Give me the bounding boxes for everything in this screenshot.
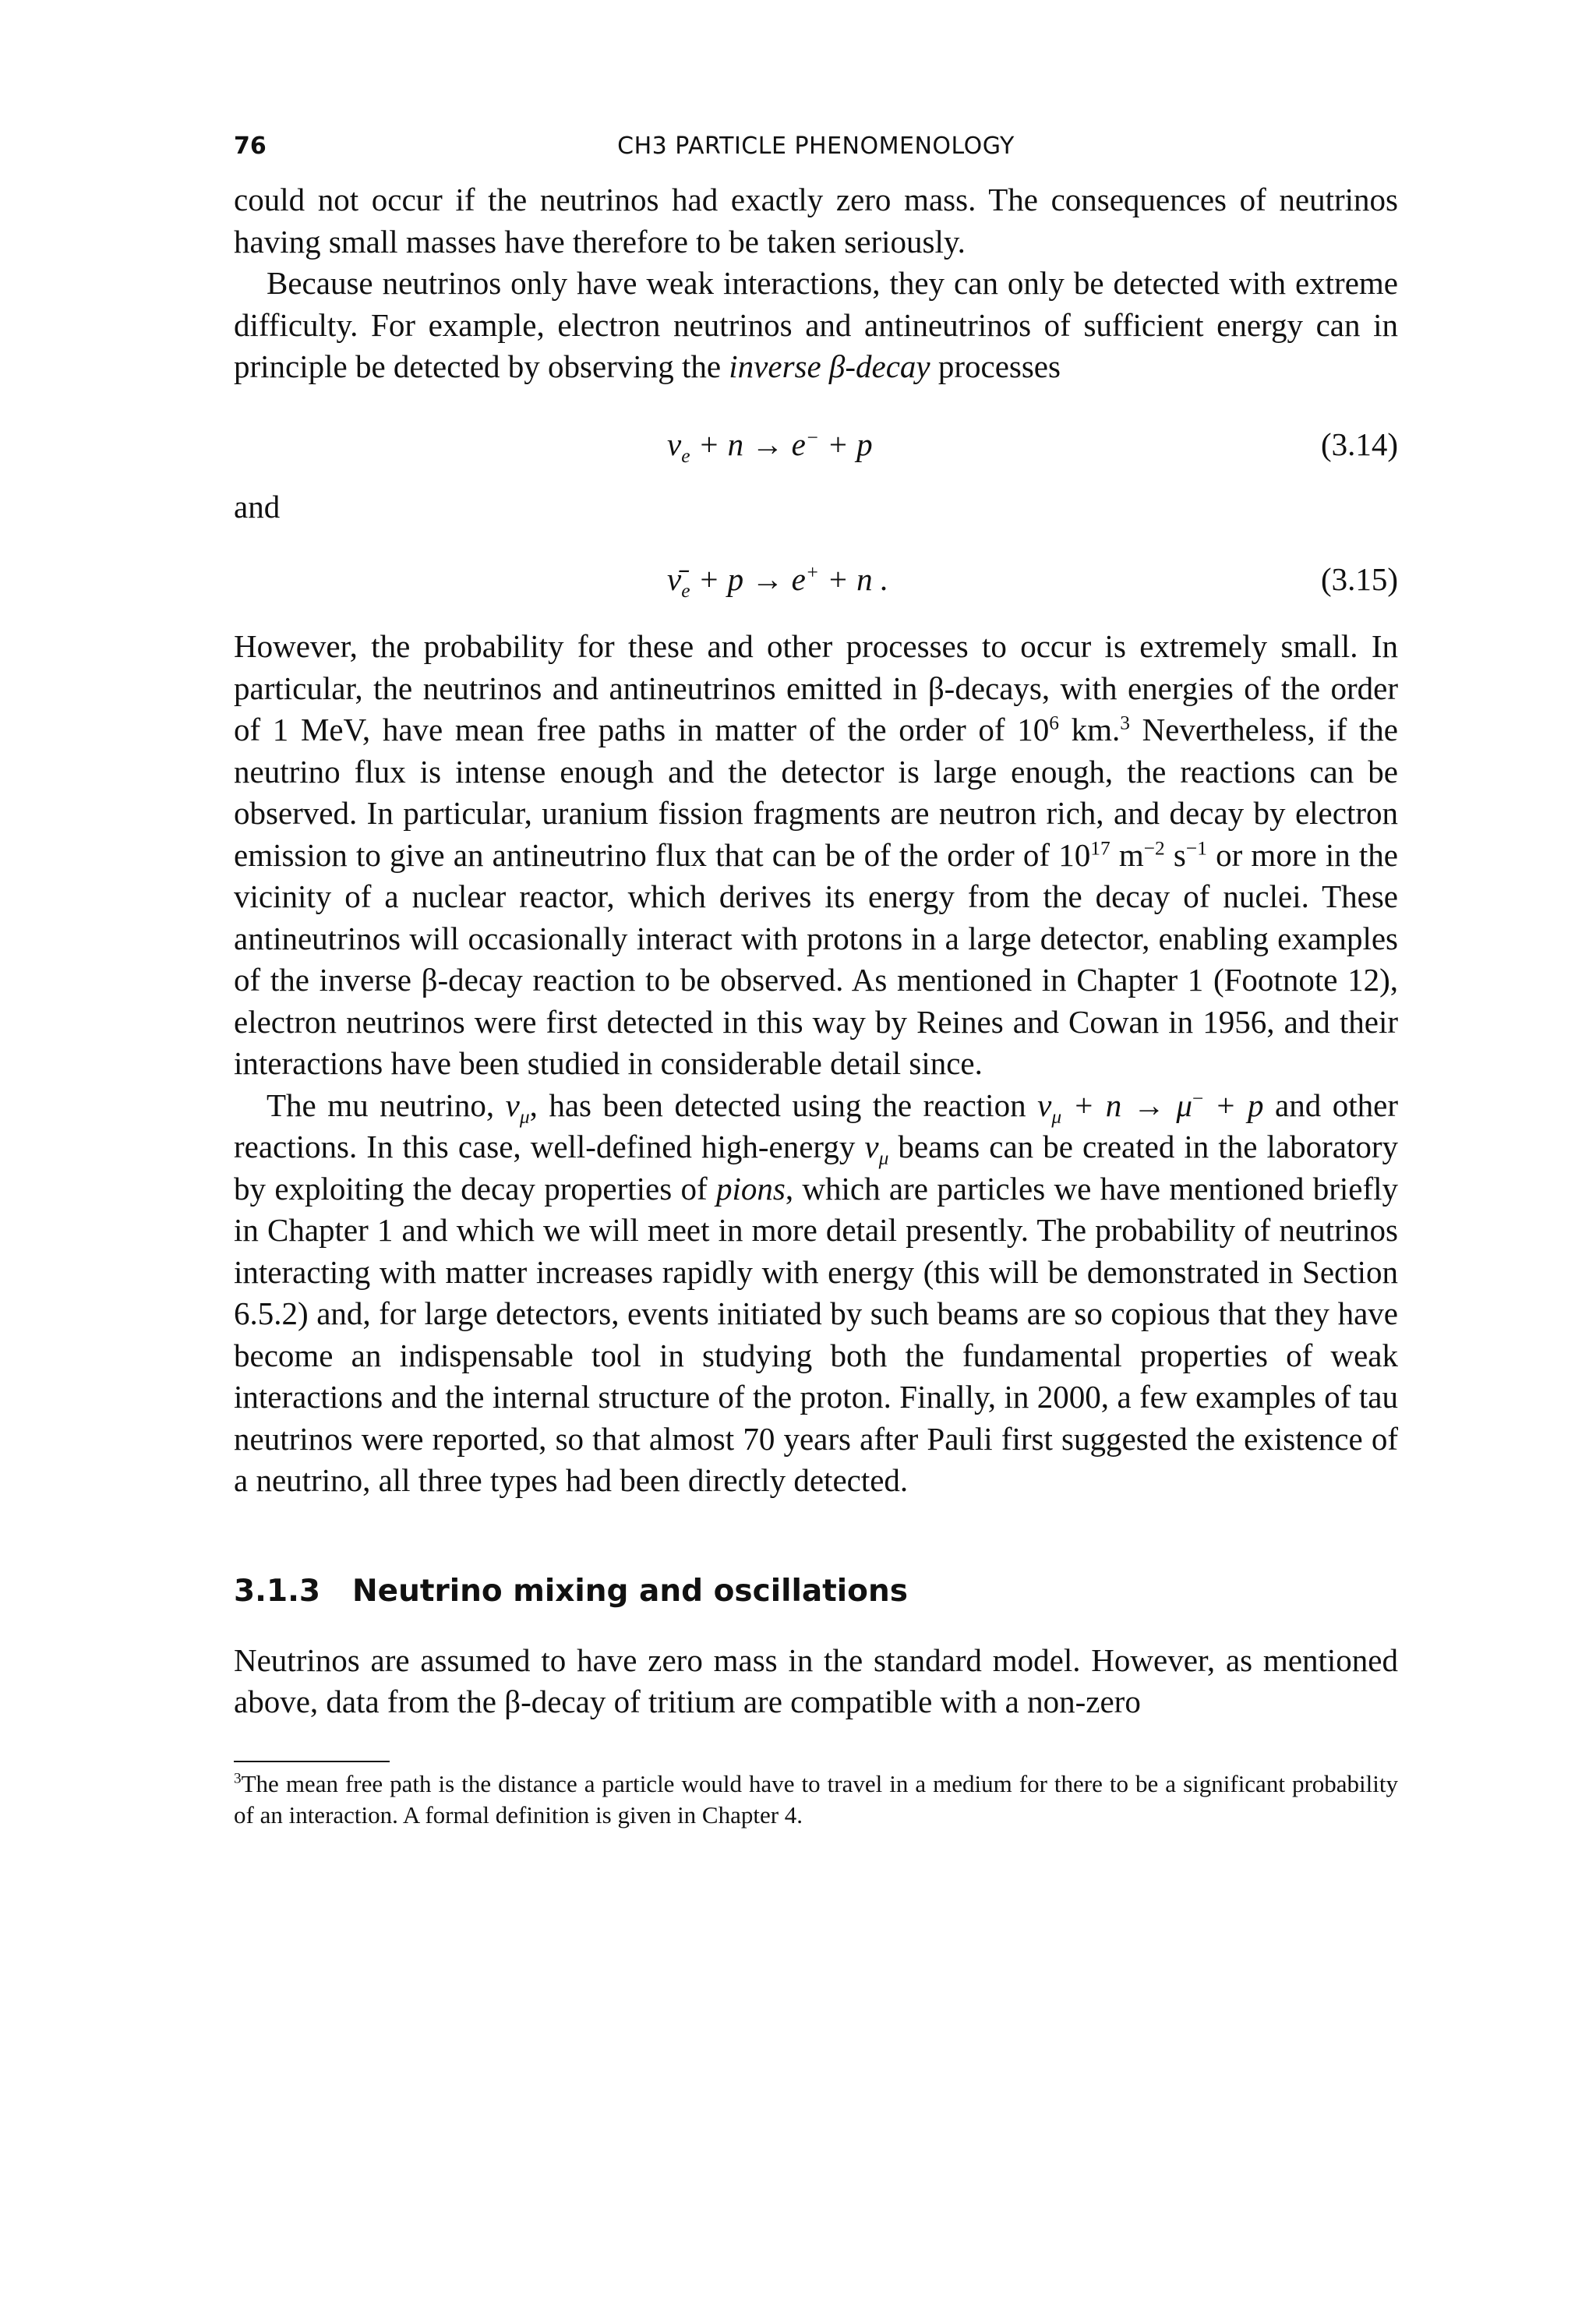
equation-number: (3.14) <box>1320 426 1398 462</box>
footnote-marker: 3 <box>234 1770 242 1787</box>
paragraph-4: The mu neutrino, $\nu_\mu$, has been detected using the reaction $\nu_\mu + n \to \mu^- + p$ and other reactions. In this case, well-defined high-energy $\nu_\mu$ beams can be created in the laboratory by exploiting the decay properties of pions, which are particles we have mentioned briefly in Chapter 1 and which we will meet in more detail presently. The probability of neutrinos interacting with matter increases rapidly with energy (this will be demonstrated in Section 6.5.2) and, for large detectors, events initiated by such beams are so copious that they have become an indispensable tool in studying both the fundamental properties of weak interactions and the internal structure of the proton. Finally, in 2000, a few examples of tau neutrinos were reported, so that almost 70 years after Pauli first suggested the existence of a neutrino, all three types had been directly detected. <box>234 1087 1399 1498</box>
running-title: CH3 PARTICLE PHENOMENOLOGY <box>617 133 1015 160</box>
equation-number: (3.15) <box>1320 561 1398 597</box>
footnote-reference: 3 <box>1120 712 1130 734</box>
page-number: 76 <box>234 133 267 160</box>
paragraph-1: could not occur if the neutrinos had exactly zero mass. The consequences of neutrinos having small masses have therefore to be taken seriously. <box>234 182 1398 260</box>
section-heading <box>234 1574 1398 1609</box>
page <box>234 133 1398 1831</box>
paragraph-2: Because neutrinos only have weak interactions, they can only be detected with extreme difficulty. For example, electron neutrinos and antineutrinos of sufficient energy can in principle be detected by observing the inverse β-decay processes <box>234 265 1398 384</box>
equation-3-15 <box>234 560 1398 606</box>
section-title: Neutrino mixing and oscillations <box>352 1573 908 1609</box>
footnote-text: The mean free path is the distance a particle would have to travel in a medium for there to be a significant probability of an interaction. A formal definition is given in Chapter 4. <box>234 1769 1398 1829</box>
running-head <box>234 133 1398 179</box>
equation-3-14 <box>234 426 1398 471</box>
paragraph-and: and <box>234 488 281 525</box>
pions-term: pions <box>715 1170 786 1207</box>
equation-expression: $\nū_e + p \to e^+ + n$ . <box>667 561 889 602</box>
inverse-beta-decay-term: inverse β-decay <box>729 348 930 384</box>
paragraph-3: However, the probability for these and other processes to occur is extremely small. In particular, the neutrinos and antineutrinos emitted in β-decays, with energies of the order of 1 MeV, have mean free paths in matter of the order of $10^6$ km.$^3$ Nevertheless, if the neutrino flux is intense enough and the detector is large enough, the reactions can be observed. In particular, uranium fission fragments are neutron rich, and decay by electron emission to give an antineutrino flux that can be of the order of $10^{17}$ $m^{-2}$ $s^{-1}$ or more in the vicinity of a nuclear reactor, which derives its energy from the decay of nuclei. These antineutrinos will occasionally interact with protons in a large detector, enabling examples of the inverse β-decay reaction to be observed. As mentioned in Chapter 1 (Footnote 12), electron neutrinos were first detected in this way by Reines and Cowan in 1956, and their interactions have been studied in considerable detail since. <box>234 628 1398 1081</box>
footnote <box>234 1769 1398 1831</box>
equation-expression: $\nu_e + n \to e^- + p$ <box>667 426 873 467</box>
paragraph-5: Neutrinos are assumed to have zero mass in the standard model. However, as mentioned above, data from the β-decay of tritium are compatible with a non-zero <box>234 1641 1398 1719</box>
section-number: 3.1.3 <box>234 1573 321 1609</box>
